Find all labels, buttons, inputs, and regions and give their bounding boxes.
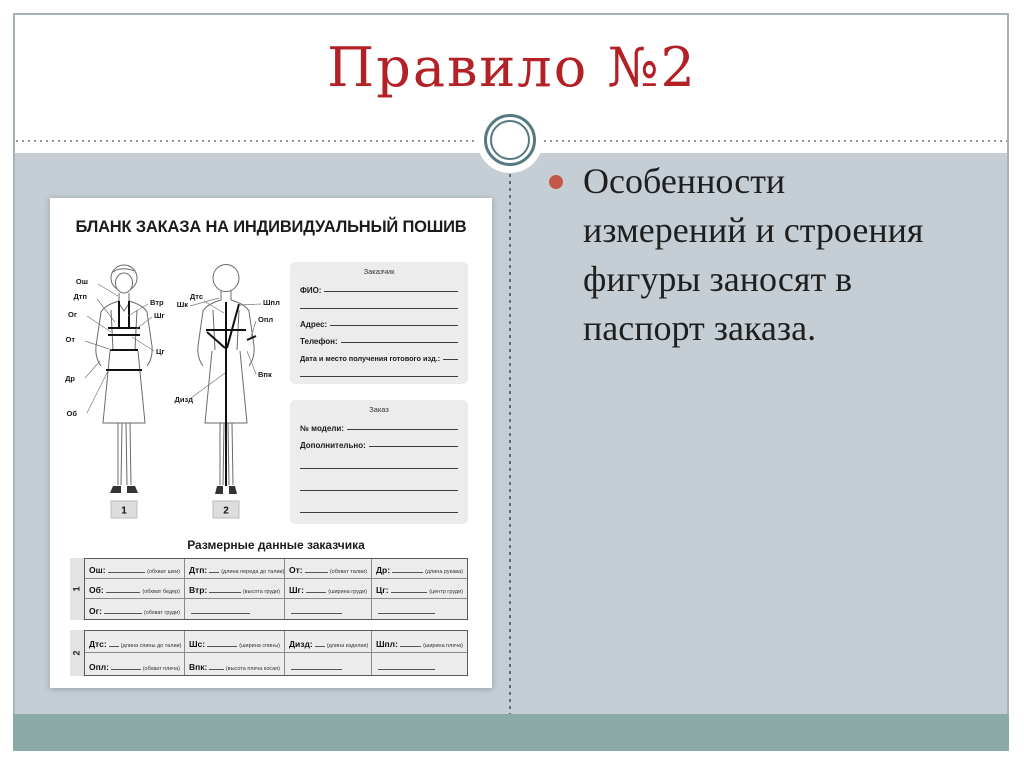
table-cell: Ог: (обхват груди) [85, 599, 185, 619]
label-dtp-icon: Дтп [73, 292, 87, 301]
table-cell: Об: (обхват бедер) [85, 579, 185, 599]
field-date-place-label: Дата и место получения готового изд.: [300, 354, 441, 363]
label-ob-icon: Об [66, 409, 77, 418]
field-additional-line [369, 446, 458, 447]
field-fio-extra-line [300, 295, 458, 312]
order-blank-line [300, 494, 458, 516]
circle-ornament-icon [484, 114, 536, 166]
table-cell [372, 653, 467, 675]
bullet-text [583, 157, 923, 353]
field-fio [300, 278, 458, 295]
bullet-marker-icon [549, 175, 563, 189]
field-additional-label: Дополнительно: [300, 441, 366, 450]
label-vpk-icon: Впк [258, 370, 272, 379]
field-phone-label: Телефон: [300, 337, 338, 346]
label-dr-icon: Др [65, 374, 75, 383]
back-figure-caption: 2 [223, 505, 229, 517]
figure-measurement-diagram [55, 258, 290, 536]
measurement-labels [65, 277, 280, 418]
customer-section [290, 262, 468, 384]
circle-ornament-inner-ring [490, 120, 530, 160]
table-cell [285, 599, 372, 619]
bullet-text-line: измерений и строения [583, 210, 924, 250]
table-cell: Дизд: (длина изделия) [285, 631, 372, 653]
label-shg-icon: Шг [154, 311, 165, 320]
field-address-label: Адрес: [300, 320, 328, 329]
size-table-2 [84, 630, 468, 676]
table-cell [372, 599, 467, 619]
back-measurement-lines [206, 302, 256, 486]
order-blank-line [300, 472, 458, 494]
table-cell: От: (обхват талии) [285, 559, 372, 579]
form-title: БЛАНК ЗАКАЗА НА ИНДИВИДУАЛЬНЫЙ ПОШИВ [75, 218, 467, 236]
figure-captions [111, 501, 239, 518]
table-cell: Дтс: (длина спины до талии) [85, 631, 185, 653]
label-ot-icon: От [65, 335, 75, 344]
table-group-number: 2 [70, 630, 84, 676]
table-cell [285, 653, 372, 675]
table-cell: Впк: (высота плеча косая) [185, 653, 285, 675]
field-model-number [300, 416, 458, 433]
bullet-text-line: фигуры заносят в [583, 259, 853, 299]
label-dizd-icon: Дизд [174, 395, 193, 404]
front-figure-outline [96, 265, 152, 485]
front-figure-caption: 1 [121, 505, 127, 517]
field-address [300, 312, 458, 329]
field-additional [300, 433, 458, 450]
field-date-place-extra-line [300, 363, 458, 380]
field-address-line [330, 325, 458, 326]
field-date-place [300, 346, 458, 363]
label-shpl-icon: Шпл [263, 298, 280, 307]
field-fio-label: ФИО: [300, 286, 322, 295]
label-tsg-icon: Цг [156, 347, 165, 356]
bullet-list [549, 157, 995, 353]
table-cell [185, 599, 285, 619]
size-table-1 [84, 558, 468, 620]
label-shk-icon: Шк [176, 300, 188, 309]
field-model-number-line [347, 429, 458, 430]
field-fio-line [324, 291, 458, 292]
slide-title: Правило №2 [327, 36, 697, 99]
order-section-header: Заказ [369, 405, 389, 414]
field-date-place-line [443, 359, 458, 360]
label-dts-icon: Дтс [189, 292, 203, 301]
table-cell: Шг: (ширина груди) [285, 579, 372, 599]
field-phone [300, 329, 458, 346]
field-model-number-label: № модели: [300, 424, 344, 433]
table-cell: Шпл: (ширина плеча) [372, 631, 467, 653]
field-phone-line [341, 342, 458, 343]
label-vtr-icon: Втр [150, 298, 164, 307]
order-blank-line [300, 450, 458, 472]
bullet-text-line: паспорт заказа. [583, 308, 817, 348]
table-cell: Др: (длина рукава) [372, 559, 467, 579]
size-table-group-1 [70, 558, 468, 620]
footer-band [13, 714, 1009, 751]
content-divider-line [509, 153, 511, 714]
order-form-image [50, 198, 492, 688]
label-og-icon: Ог [68, 310, 77, 319]
table-cell: Опл: (обхват плеча) [85, 653, 185, 675]
table-cell: Шс: (ширина спины) [185, 631, 285, 653]
bullet-text-line: Особенности [583, 161, 786, 201]
size-table-group-2 [70, 630, 468, 676]
table-cell: Цг: (центр груди) [372, 579, 467, 599]
table-cell: Ош: (обхват шеи) [85, 559, 185, 579]
back-figure-feet [215, 486, 237, 494]
order-section [290, 400, 468, 524]
table-group-number: 1 [70, 558, 84, 620]
label-opl-icon: Опл [258, 315, 274, 324]
customer-section-header: Заказчик [363, 267, 395, 276]
size-table-title: Размерные данные заказчика [187, 538, 365, 552]
front-figure-feet [110, 486, 138, 493]
table-cell: Дтп: (длина переда до талии) [185, 559, 285, 579]
label-osh-icon: Ош [75, 277, 88, 286]
table-cell: Втр: (высота груди) [185, 579, 285, 599]
